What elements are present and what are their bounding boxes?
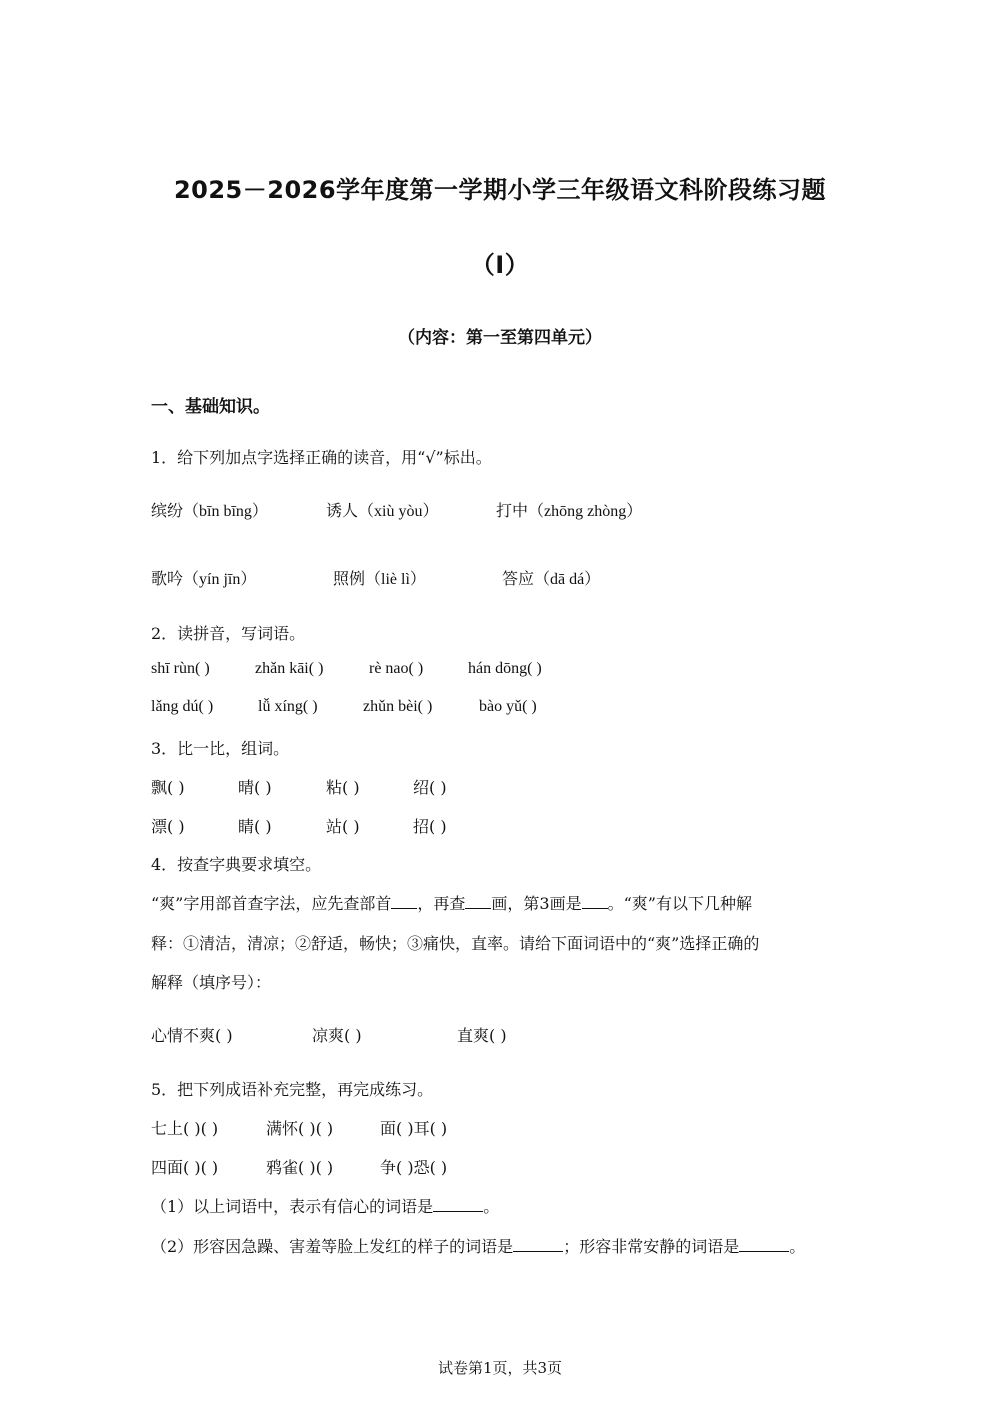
pinyin-choice-item (326, 498, 438, 521)
word-blank[interactable]: 站( ) (326, 817, 360, 836)
exam-title: 2025－2026学年度第一学期小学三年级语文科阶段练习题 (173, 176, 827, 204)
pinyin-blank[interactable]: shī rùn( ) (151, 660, 210, 677)
choice-word: 缤纷 (151, 501, 184, 520)
pinyin-choice-item (151, 566, 256, 589)
sub2-text-b: ；形容非常安静的词语是 (563, 1237, 740, 1256)
pinyin-choice-item (151, 498, 268, 521)
word-blank[interactable]: 绍( ) (413, 778, 447, 797)
exam-volume-label: （Ⅰ） (470, 251, 530, 279)
pinyin-blank[interactable]: lǎng dú( ) (151, 698, 214, 715)
word-blank[interactable]: 招( ) (413, 817, 447, 836)
choice-word: 照例 (333, 569, 366, 588)
word-blank[interactable]: 飘( ) (151, 778, 185, 797)
question-4-line-3: 解释（填序号）： (151, 973, 272, 992)
idiom-blank[interactable]: 面( )耳( ) (380, 1119, 448, 1138)
word-blank[interactable]: 睛( ) (238, 817, 272, 836)
question-1-stem: 1．给下列加点字选择正确的读音，用“√”标出。 (151, 448, 492, 467)
pinyin-blank[interactable]: bào yǔ( ) (479, 698, 537, 715)
idiom-blank[interactable]: 争( )恐( ) (380, 1158, 448, 1177)
pinyin-choice-item (502, 566, 600, 589)
meaning-blank[interactable]: 直爽( ) (457, 1026, 507, 1045)
answer-blank[interactable] (433, 1197, 483, 1212)
question-4-line-2: 释：①清洁，清凉；②舒适，畅快；③痛快，直率。请给下面词语中的“爽”选择正确的 (151, 934, 760, 953)
question-4-line-1 (151, 891, 752, 914)
question-5-sub-2 (151, 1234, 805, 1257)
choice-word: 歌吟 (151, 569, 184, 588)
question-5-sub-1 (151, 1194, 499, 1217)
choice-word: 打中 (496, 501, 529, 520)
question-3-stem: 3．比一比，组词。 (151, 739, 290, 758)
q4-text-b: ，再查 (417, 894, 466, 913)
pinyin-blank[interactable]: zhǔn bèi( ) (363, 698, 433, 715)
sub1-end: 。 (483, 1197, 500, 1216)
pinyin-blank[interactable]: lǚ xíng( ) (258, 698, 318, 715)
meaning-blank[interactable]: 凉爽( ) (312, 1026, 362, 1045)
pinyin-blank[interactable]: zhǎn kāi( ) (255, 660, 324, 677)
section-heading: 一、基础知识。 (151, 397, 270, 417)
answer-blank[interactable] (739, 1237, 789, 1252)
word-blank[interactable]: 晴( ) (238, 778, 272, 797)
answer-blank[interactable] (465, 894, 491, 909)
choice-word: 答应 (502, 569, 535, 588)
q4-text-c: 画，第3画是 (491, 894, 582, 913)
sub2-text-a: （2）形容因急躁、害羞等脸上发红的样子的词语是 (151, 1237, 514, 1256)
choice-options[interactable]: （liè lì） (365, 571, 426, 588)
idiom-blank[interactable]: 满怀( )( ) (266, 1119, 334, 1138)
content-note: （内容：第一至第四单元） (398, 328, 602, 348)
choice-options[interactable]: （bīn bīng） (183, 503, 268, 520)
question-4-stem: 4．按查字典要求填空。 (151, 855, 322, 874)
choice-options[interactable]: （dā dá） (534, 571, 601, 588)
idiom-blank[interactable]: 七上( )( ) (151, 1119, 219, 1138)
pinyin-choice-item (496, 498, 642, 521)
page-footer: 试卷第1页，共3页 (437, 1359, 563, 1377)
sub2-end: 。 (789, 1237, 806, 1256)
answer-blank[interactable] (582, 894, 608, 909)
answer-blank[interactable] (391, 894, 417, 909)
q4-text-a: “爽”字用部首查字法，应先查部首 (151, 894, 392, 913)
idiom-blank[interactable]: 鸦雀( )( ) (266, 1158, 334, 1177)
q4-text-d: 。“爽”有以下几种解 (607, 894, 752, 913)
question-2-stem: 2．读拼音，写词语。 (151, 624, 306, 643)
pinyin-blank[interactable]: hán dōng( ) (468, 660, 542, 677)
word-blank[interactable]: 粘( ) (326, 778, 360, 797)
choice-options[interactable]: （yín jīn） (183, 571, 257, 588)
answer-blank[interactable] (513, 1237, 563, 1252)
idiom-blank[interactable]: 四面( )( ) (151, 1158, 219, 1177)
choice-options[interactable]: （xiù yòu） (358, 503, 439, 520)
pinyin-choice-item (333, 566, 426, 589)
meaning-blank[interactable]: 心情不爽( ) (151, 1026, 233, 1045)
choice-options[interactable]: （zhōng zhòng） (528, 503, 643, 520)
choice-word: 诱人 (326, 501, 359, 520)
question-5-stem: 5．把下列成语补充完整，再完成练习。 (151, 1080, 434, 1099)
pinyin-blank[interactable]: rè nao( ) (369, 660, 424, 677)
word-blank[interactable]: 漂( ) (151, 817, 185, 836)
sub1-text: （1）以上词语中，表示有信心的词语是 (151, 1197, 434, 1216)
